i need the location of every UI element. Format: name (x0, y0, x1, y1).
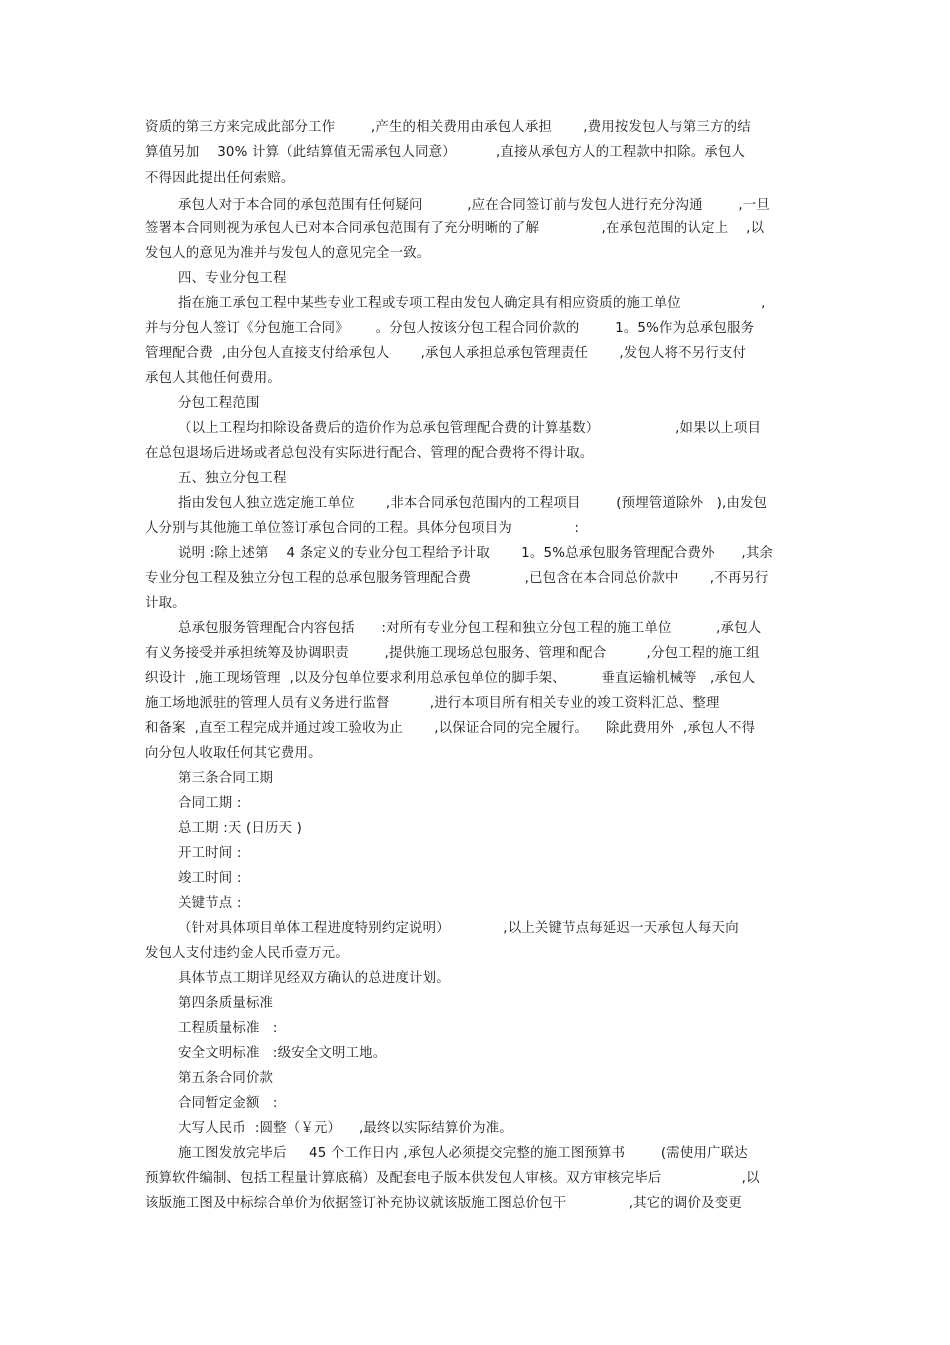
text-line: 在总包退场后进场或者总包没有实际进行配合、管理的配合费将不得计取。 (145, 446, 594, 461)
text-line: 人分别与其他施工单位签订承包合同的工程。具体分包项目为 : (145, 521, 580, 536)
text-line: 该版施工图及中标综合单价为依据签订补充协议就该版施工图总价包干 ,其它的调价及变更 (145, 1196, 742, 1211)
text-line: 算值另加 30% 计算（此结算值无需承包人同意） ,直接从承包方人的工程款中扣除。承包人 (145, 145, 746, 160)
section-heading: 五、独立分包工程 (178, 471, 287, 486)
text-line: 资质的第三方来完成此部分工作 ,产生的相关费用由承包人承担 ,费用按发包人与第三方的结 (145, 120, 751, 135)
text-line: 并与分包人签订《分包施工合同》 。分包人按该分包工程合同价款的 1。5%作为总承包服务 (145, 321, 755, 336)
text-line: 合同暂定金额 : (178, 1096, 278, 1111)
text-line: 预算软件编制、包括工程量计算底稿）及配套电子版本供发包人审核。双方审核完毕后 ,以 (145, 1171, 760, 1186)
text-line: 安全文明标准 :级安全文明工地。 (178, 1046, 387, 1061)
text-line: 发包人支付违约金人民币壹万元。 (145, 946, 349, 961)
text-line: 不得因此提出任何索赔。 (145, 171, 295, 186)
section-heading: 第五条合同价款 (178, 1071, 274, 1086)
text-line: 工程质量标准 : (178, 1021, 278, 1036)
text-line: 承包人其他任何费用。 (145, 371, 281, 386)
text-line: （针对具体项目单体工程进度特别约定说明） ,以上关键节点每延迟一天承包人每天向 (178, 921, 739, 936)
text-line: 分包工程范围 (178, 396, 260, 411)
text-line: 大写人民币 :圆整（￥元） ,最终以实际结算价为准。 (178, 1121, 513, 1136)
text-line: 管理配合费 ,由分包人直接支付给承包人 ,承包人承担总承包管理责任 ,发包人将不另行支付 (145, 346, 747, 361)
text-line: 关键节点 : (178, 896, 242, 911)
text-line: 竣工时间 : (178, 871, 242, 886)
text-line: 说明 :除上述第 4 条定义的专业分包工程给予计取 1。5%总承包服务管理配合费外 ,其余 (178, 546, 774, 561)
text-line: 计取。 (145, 596, 186, 611)
text-line: 具体节点工期详见经双方确认的总进度计划。 (178, 971, 450, 986)
text-line: 织设计 ,施工现场管理 ,以及分包单位要求利用总承包单位的脚手架、 垂直运输机械等 ,承包人 (145, 671, 756, 686)
text-line: 总承包服务管理配合内容包括 :对所有专业分包工程和独立分包工程的施工单位 ,承包人 (178, 621, 762, 636)
text-line: 有义务接受并承担统筹及协调职责 ,提供施工现场总包服务、管理和配合 ,分包工程的施工组 (145, 646, 760, 661)
text-line: 和备案 ,直至工程完成并通过竣工验收为止 ,以保证合同的完全履行。 除此费用外 ,承包人不得 (145, 721, 756, 736)
text-line: 向分包人收取任何其它费用。 (145, 746, 322, 761)
text-line: 指在施工承包工程中某些专业工程或专项工程由发包人确定具有相应资质的施工单位 , (178, 296, 766, 311)
text-line: 施工场地派驻的管理人员有义务进行监督 ,进行本项目所有相关专业的竣工资料汇总、整理 (145, 696, 720, 711)
section-heading: 第四条质量标准 (178, 996, 274, 1011)
text-line: 承包人对于本合同的承包范围有任何疑问 ,应在合同签订前与发包人进行充分沟通 ,一旦 (178, 198, 770, 213)
text-line: 总工期 :天 (日历天 ) (178, 821, 303, 836)
section-heading: 四、专业分包工程 (178, 271, 287, 286)
text-line: 指由发包人独立选定施工单位 ,非本合同承包范围内的工程项目 (预埋管道除外 ),由发包 (178, 496, 768, 511)
text-line: 签署本合同则视为承包人已对本合同承包范围有了充分明晰的了解 ,在承包范围的认定上 ,以 (145, 221, 765, 236)
section-heading: 第三条合同工期 (178, 771, 274, 786)
text-line: 施工图发放完毕后 45 个工作日内 ,承包人必须提交完整的施工图预算书 (需使用广联达 (178, 1146, 748, 1161)
text-line: 开工时间 : (178, 846, 242, 861)
text-line: 合同工期 : (178, 796, 242, 811)
text-line: 发包人的意见为准并与发包人的意见完全一致。 (145, 246, 431, 261)
text-line: （以上工程均扣除设备费后的造价作为总承包管理配合费的计算基数） ,如果以上项目 (178, 421, 762, 436)
text-line: 专业分包工程及独立分包工程的总承包服务管理配合费 ,已包含在本合同总价款中 ,不再另行 (145, 571, 769, 586)
